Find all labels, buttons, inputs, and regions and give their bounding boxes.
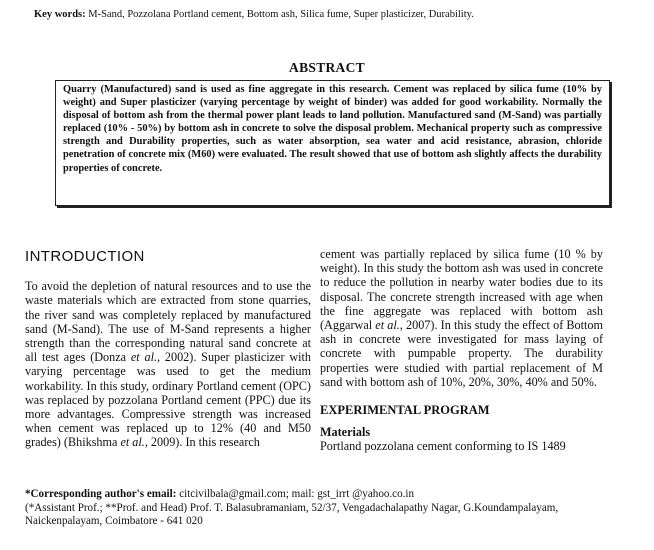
keywords-line [34, 9, 634, 20]
abstract-box [55, 80, 610, 206]
right-column [320, 247, 603, 454]
intro-p1-etal: et al. [130, 350, 158, 365]
footnote-line-2: (*Assistant Prof.; **Prof. and Head) Prof. T. Balasubramaniam, 52/37, Vengadachalapathy Nagar, G.Koundampalayam, Naickenpalayam, Coimbatore - 641 020 [25, 501, 559, 527]
left-column [25, 247, 311, 450]
abstract-title: ABSTRACT [289, 60, 365, 75]
materials-heading: Materials [320, 425, 371, 440]
footnote-emails: citcivilbala@gmail.com; mail: gst_irrt @yahoo.co.in [176, 488, 415, 500]
intro-p1-end: , 2009). In this research [144, 435, 260, 450]
intro-p1-mid: , 2002). Super plasticizer with varying percentage was used to get the medium workability. In this study, ordinary Portland cement (OPC) was replaced by pozzolana Portland cement (PPC) due its more advantages. Compressive strength was increased when cement was replaced up to 12% (40 and M50 grades) (Bhikshma [25, 350, 311, 450]
corresponding-author-footnote [25, 488, 635, 529]
keywords-text: M-Sand, Pozzolana Portland cement, Bottom ash, Silica fume, Super plasticizer, Durability. [88, 9, 474, 20]
intro-paragraph-1 [25, 279, 311, 449]
footnote-label: *Corresponding author's email: [25, 488, 177, 500]
introduction-heading: INTRODUCTION [25, 248, 145, 265]
keywords-label: Key words: [34, 9, 86, 20]
intro-p1-text: To avoid the depletion of natural resources and to use the waste materials which are extracted from stone quarries, the river sand was completely replaced by manufactured sand (M-Sand). The use of M-Sand represents a higher strength than the corresponding natural sand concrete at all test ages (Donza [25, 279, 311, 365]
intro-p1-etal2: et al. [120, 435, 145, 450]
footnote-line-1 [25, 488, 635, 502]
intro-p2-end: , 2007). In this study the effect of Bottom ash in concrete were investigated for mass laying of concrete with pumpable property. The durability properties were studied with partial replacement of M sand with bottom ash of 10%, 20%, 30%, 40% and 50%. [320, 318, 603, 389]
intro-p2-etal: et al. [375, 318, 400, 333]
experimental-heading: EXPERIMENTAL PROGRAM [320, 403, 490, 418]
abstract-text: Quarry (Manufactured) sand is used as fine aggregate in this research. Cement was replaced by silica fume (10% by weight) and Super plasticizer (varying percentage by weight of binder) was added for good workability. Normally the disposal of bottom ash from the thermal power plant leads to land pollution. Manufactured sand (M-Sand) was partially replaced (10% - 50%) by bottom ash in concrete to solve the disposal problem. Mechanical property such as compressive strength and Durability properties, such as water absorption, sea water and acid resistance, abrasion, chloride penetration of concrete mix (M60) were evaluated. The result showed that use of bottom ash slightly affects the durability properties of concrete. [63, 84, 602, 174]
intro-paragraph-2 [320, 247, 603, 389]
materials-text: Portland pozzolana cement conforming to IS 1489 [320, 439, 566, 454]
intro-p2-text: cement was partially replaced by silica fume (10 % by weight). In this study the bottom ash was used in concrete to reduce the pollution in nearby water bodies due to its disposal. The concrete strength increased with age when the fine aggregate was replaced with bottom ash (Aggarwal [320, 247, 603, 333]
